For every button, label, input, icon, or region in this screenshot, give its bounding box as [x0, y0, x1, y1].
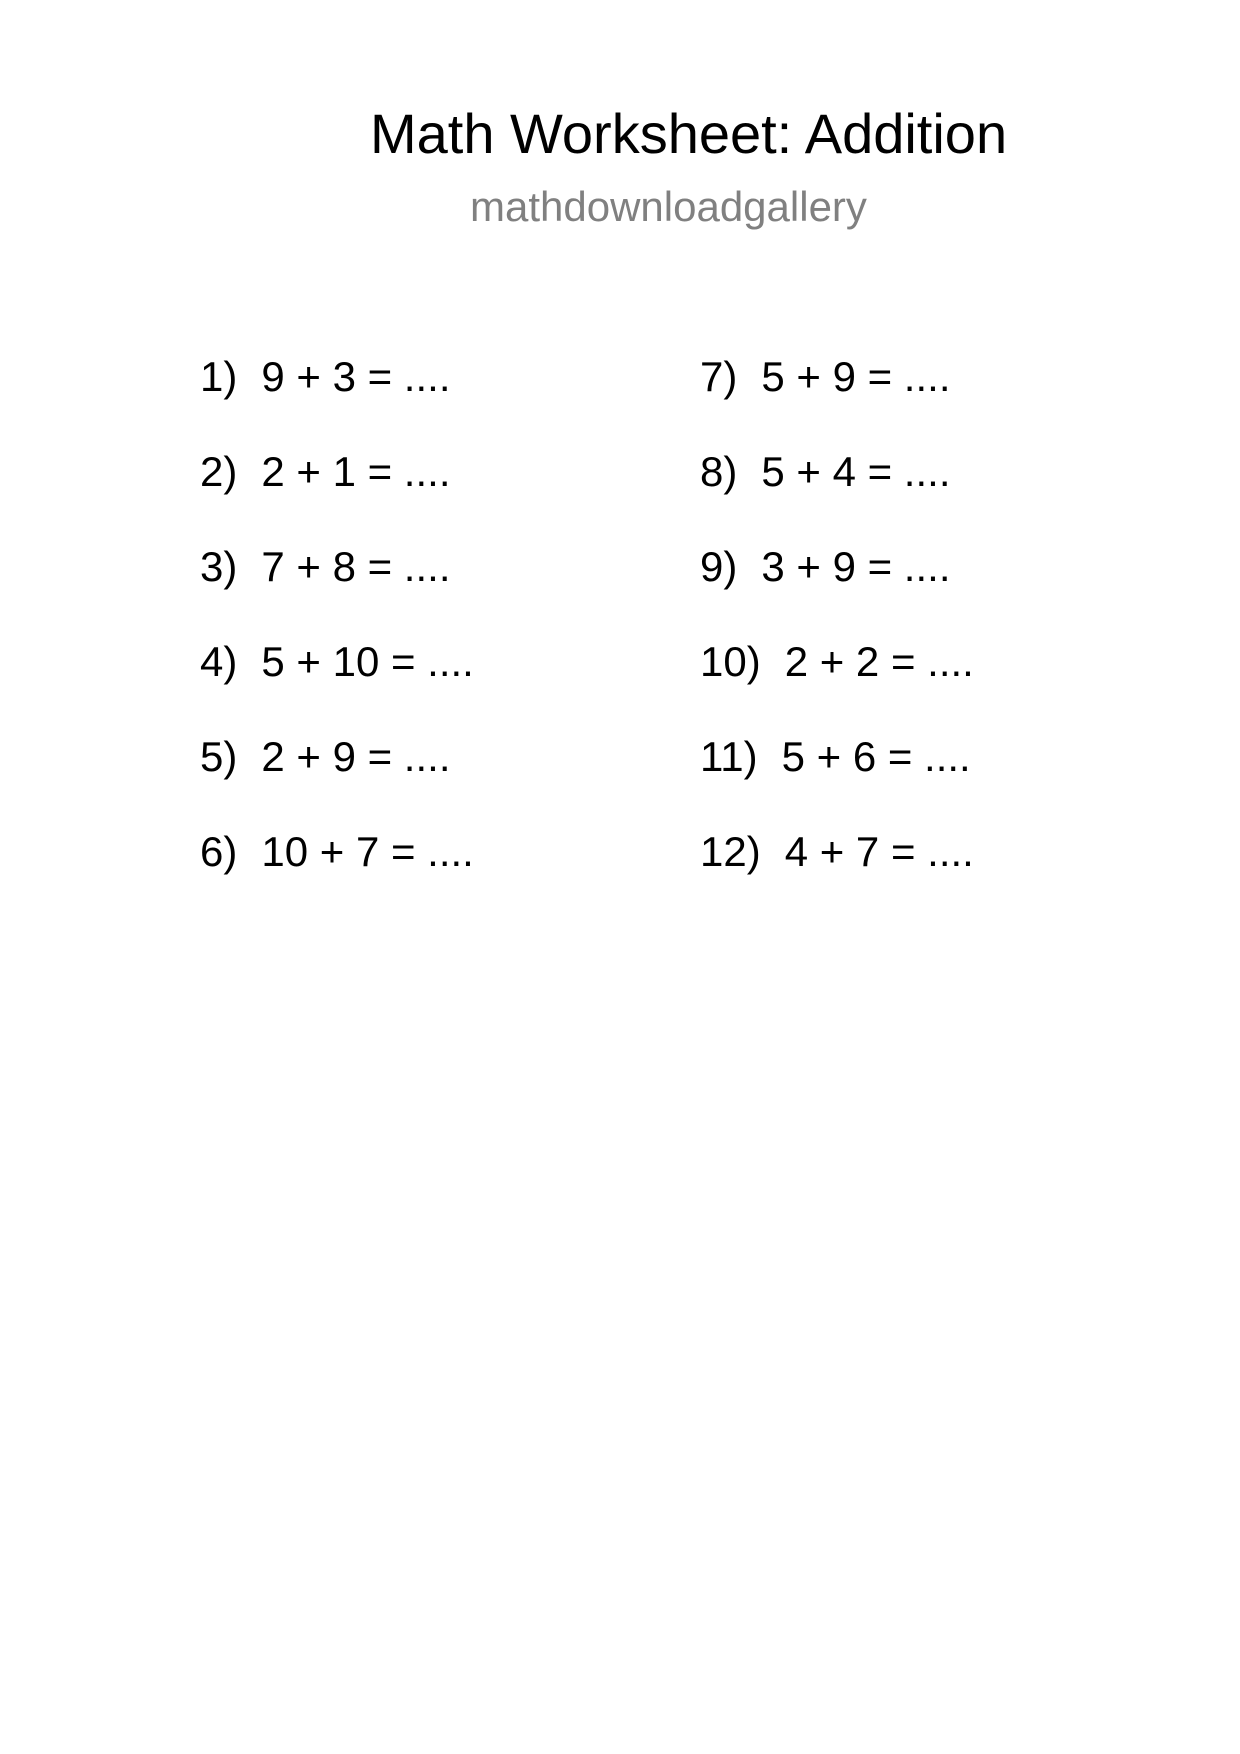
problem-number: 12): [700, 828, 761, 875]
problem-number: 11): [700, 733, 758, 780]
problem-number: 3): [200, 543, 238, 590]
problem-number: 4): [200, 638, 238, 685]
problem-expression: 2 + 1 = ....: [261, 448, 451, 495]
problem-item: [200, 825, 640, 920]
page-subtitle: mathdownloadgallery: [470, 183, 867, 230]
problem-item: [700, 635, 1140, 730]
problem-number: 2): [200, 448, 238, 495]
problem-number: 7): [700, 353, 738, 400]
problem-expression: 4 + 7 = ....: [784, 828, 974, 875]
page-title: Math Worksheet: Addition: [370, 102, 1008, 165]
problem-expression: 5 + 9 = ....: [761, 353, 951, 400]
problem-expression: 10 + 7 = ....: [261, 828, 474, 875]
problem-expression: 2 + 9 = ....: [261, 733, 451, 780]
problem-item: [200, 445, 640, 540]
problem-expression: 5 + 10 = ....: [261, 638, 474, 685]
problem-expression: 2 + 2 = ....: [784, 638, 974, 685]
problem-item: [700, 350, 1140, 445]
problem-number: 5): [200, 733, 238, 780]
problem-column-left: [200, 350, 640, 920]
problem-expression: 3 + 9 = ....: [761, 543, 951, 590]
problem-item: [700, 540, 1140, 635]
problem-item: [200, 350, 640, 445]
problem-item: [200, 540, 640, 635]
problem-number: 8): [700, 448, 738, 495]
problem-expression: 9 + 3 = ....: [261, 353, 451, 400]
problem-number: 10): [700, 638, 761, 685]
problem-item: [200, 730, 640, 825]
problem-number: 9): [700, 543, 738, 590]
problem-number: 1): [200, 353, 238, 400]
problem-column-right: [700, 350, 1140, 920]
problem-item: [700, 445, 1140, 540]
problem-expression: 5 + 4 = ....: [761, 448, 951, 495]
problem-number: 6): [200, 828, 238, 875]
problem-item: [700, 730, 1140, 825]
problem-item: [700, 825, 1140, 920]
problem-expression: 5 + 6 = ....: [781, 733, 971, 780]
problem-item: [200, 635, 640, 730]
problem-expression: 7 + 8 = ....: [261, 543, 451, 590]
